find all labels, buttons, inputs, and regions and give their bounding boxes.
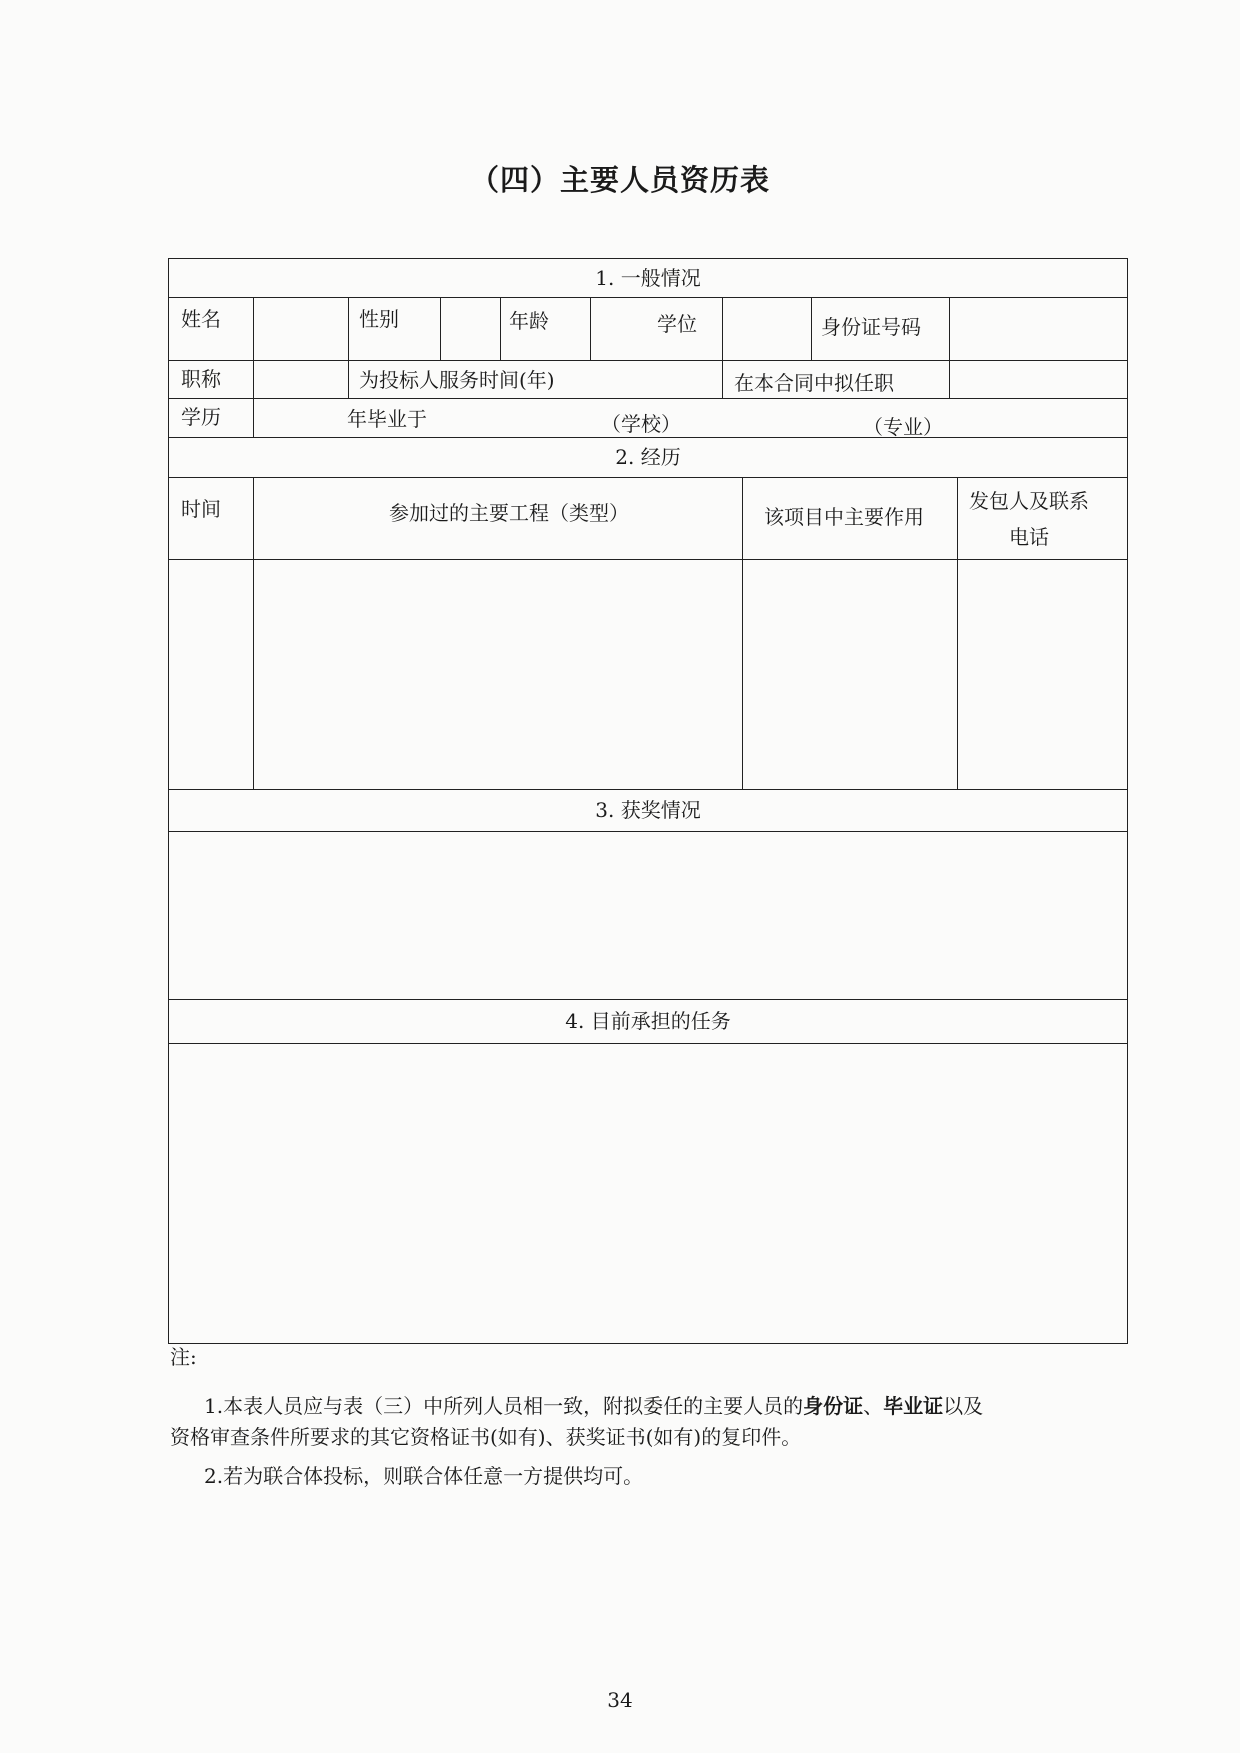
column-divider bbox=[811, 297, 812, 360]
label-gender: 性别 bbox=[359, 307, 399, 331]
column-divider bbox=[722, 360, 723, 398]
note-1-id-card: 身份证 bbox=[803, 1394, 864, 1418]
label-service-years: 为投标人服务时间(年) bbox=[359, 368, 555, 392]
note-1-part-a: 1.本表人员应与表（三）中所列人员相一致，附拟委任的主要人员的 bbox=[204, 1394, 804, 1418]
label-name: 姓名 bbox=[181, 307, 221, 331]
label-graduated: 年毕业于 bbox=[347, 407, 427, 431]
column-divider bbox=[742, 477, 743, 789]
note-1-part-f: 资格审查条件所要求的其它资格证书(如有)、获奖证书(如有)的复印件。 bbox=[170, 1425, 802, 1449]
column-divider bbox=[500, 297, 501, 360]
note-1 bbox=[170, 1391, 1100, 1453]
label-proposed-position: 在本合同中拟任职 bbox=[734, 371, 894, 395]
row-divider bbox=[169, 831, 1127, 832]
col-header-main-role: 该项目中主要作用 bbox=[764, 505, 924, 529]
page-title: （四）主要人员资历表 bbox=[469, 163, 770, 197]
note-1-sep: 、 bbox=[863, 1394, 884, 1418]
row-divider bbox=[169, 1043, 1127, 1044]
note-2: 2.若为联合体投标，则联合体任意一方提供均可。 bbox=[204, 1464, 644, 1488]
section-general-heading: 1. 一般情况 bbox=[595, 266, 701, 290]
row-divider bbox=[169, 477, 1127, 478]
col-header-phone: 电话 bbox=[1009, 525, 1049, 549]
column-divider bbox=[440, 297, 441, 360]
label-degree: 学位 bbox=[657, 312, 697, 336]
page-number: 34 bbox=[607, 1688, 633, 1712]
section-experience-heading: 2. 经历 bbox=[615, 445, 681, 469]
label-education: 学历 bbox=[181, 405, 221, 429]
col-header-employer-contact: 发包人及联系 bbox=[969, 489, 1089, 513]
label-major: （专业） bbox=[863, 415, 943, 439]
column-divider bbox=[348, 360, 349, 398]
column-divider bbox=[590, 297, 591, 360]
row-divider bbox=[169, 559, 1127, 560]
col-header-main-projects: 参加过的主要工程（类型） bbox=[389, 501, 629, 525]
row-divider bbox=[169, 297, 1127, 298]
label-id-number: 身份证号码 bbox=[821, 315, 921, 339]
section-awards-heading: 3. 获奖情况 bbox=[595, 798, 701, 822]
column-divider bbox=[949, 297, 950, 360]
notes-label: 注: bbox=[170, 1345, 197, 1369]
note-1-diploma: 毕业证 bbox=[883, 1394, 944, 1418]
notes-block bbox=[170, 1342, 1100, 1492]
label-age: 年龄 bbox=[509, 309, 549, 333]
column-divider bbox=[722, 297, 723, 360]
column-divider bbox=[957, 477, 958, 789]
column-divider bbox=[949, 360, 950, 398]
label-school: （学校） bbox=[601, 412, 681, 436]
section-current-tasks-heading: 4. 目前承担的任务 bbox=[565, 1009, 731, 1033]
row-divider bbox=[169, 360, 1127, 361]
note-1-part-e: 以及 bbox=[943, 1394, 984, 1418]
column-divider bbox=[253, 297, 254, 437]
label-title: 职称 bbox=[181, 367, 221, 391]
row-divider bbox=[169, 398, 1127, 399]
resume-table bbox=[168, 258, 1128, 1344]
column-divider bbox=[253, 477, 254, 789]
column-divider bbox=[348, 297, 349, 360]
col-header-time: 时间 bbox=[181, 497, 221, 521]
